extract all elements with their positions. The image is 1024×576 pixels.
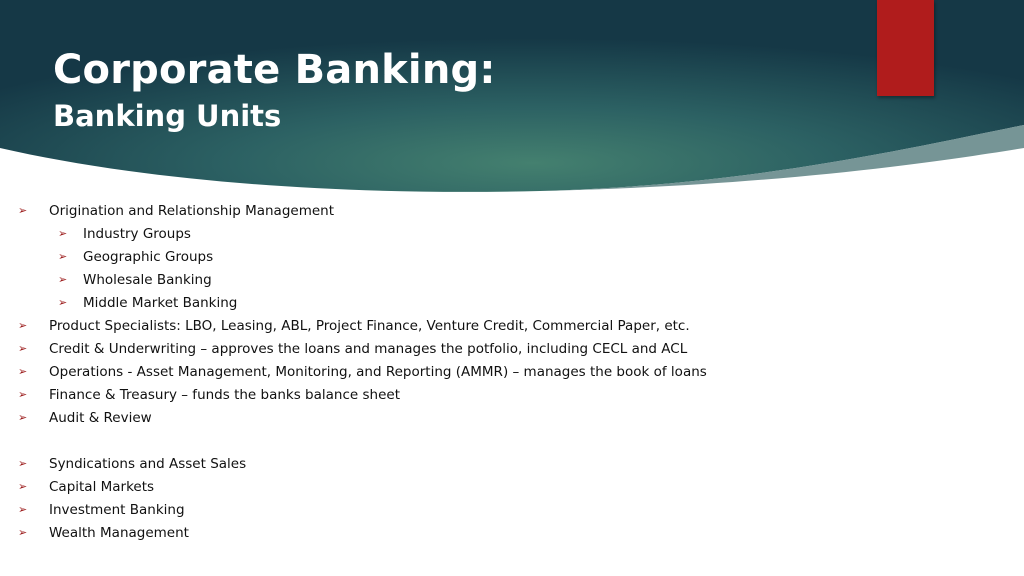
arrowhead-bullet-icon: ➢ [18, 204, 28, 217]
list-item [0, 476, 1024, 499]
list-item-text: Geographic Groups [83, 249, 214, 265]
arrowhead-bullet-icon: ➢ [18, 319, 28, 332]
list-item [0, 269, 1024, 292]
title-block [53, 44, 496, 136]
slide-title: Corporate Banking: [53, 47, 496, 93]
list-item [0, 453, 1024, 476]
list-item-text: Wealth Management [49, 525, 189, 541]
list-item-text: Credit & Underwriting – approves the loans and manages the potfolio, including CECL and ACL [49, 341, 688, 357]
list-item-text: Audit & Review [49, 410, 152, 426]
list-item-text: Finance & Treasury – funds the banks balance sheet [49, 387, 400, 403]
list-item-text: Operations - Asset Management, Monitoring, and Reporting (AMMR) – manages the book of loans [49, 364, 707, 380]
list-item-text: Syndications and Asset Sales [49, 456, 247, 472]
list-item-text: Industry Groups [83, 226, 191, 242]
arrowhead-bullet-icon: ➢ [58, 273, 68, 286]
list-item-text: Wholesale Banking [83, 272, 212, 288]
list-item-text: Middle Market Banking [83, 295, 238, 311]
arrowhead-bullet-icon: ➢ [18, 388, 28, 401]
arrowhead-bullet-icon: ➢ [58, 296, 68, 309]
list-item [0, 315, 1024, 338]
arrowhead-bullet-icon: ➢ [18, 457, 28, 470]
list-item [0, 384, 1024, 407]
list-item [0, 338, 1024, 361]
list-item-text: Product Specialists: LBO, Leasing, ABL, Project Finance, Venture Credit, Commercial Paper, etc. [49, 318, 690, 334]
list-item [0, 407, 1024, 430]
arrowhead-bullet-icon: ➢ [18, 526, 28, 539]
list-item [0, 200, 1024, 223]
arrowhead-bullet-icon: ➢ [18, 342, 28, 355]
list-item [0, 292, 1024, 315]
list-item [0, 246, 1024, 269]
list-item [0, 522, 1024, 545]
list-item-text: Investment Banking [49, 502, 185, 518]
list-item-text: Capital Markets [49, 479, 155, 495]
list-item [0, 361, 1024, 384]
arrowhead-bullet-icon: ➢ [18, 365, 28, 378]
arrowhead-bullet-icon: ➢ [18, 503, 28, 516]
arrowhead-bullet-icon: ➢ [58, 250, 68, 263]
arrowhead-bullet-icon: ➢ [18, 480, 28, 493]
bullet-list [0, 200, 1024, 545]
list-item-text: Origination and Relationship Management [49, 203, 335, 219]
accent-tab [877, 0, 934, 96]
slide-subtitle: Banking Units [53, 99, 282, 133]
list-item [0, 223, 1024, 246]
arrowhead-bullet-icon: ➢ [18, 411, 28, 424]
list-item [0, 499, 1024, 522]
arrowhead-bullet-icon: ➢ [58, 227, 68, 240]
